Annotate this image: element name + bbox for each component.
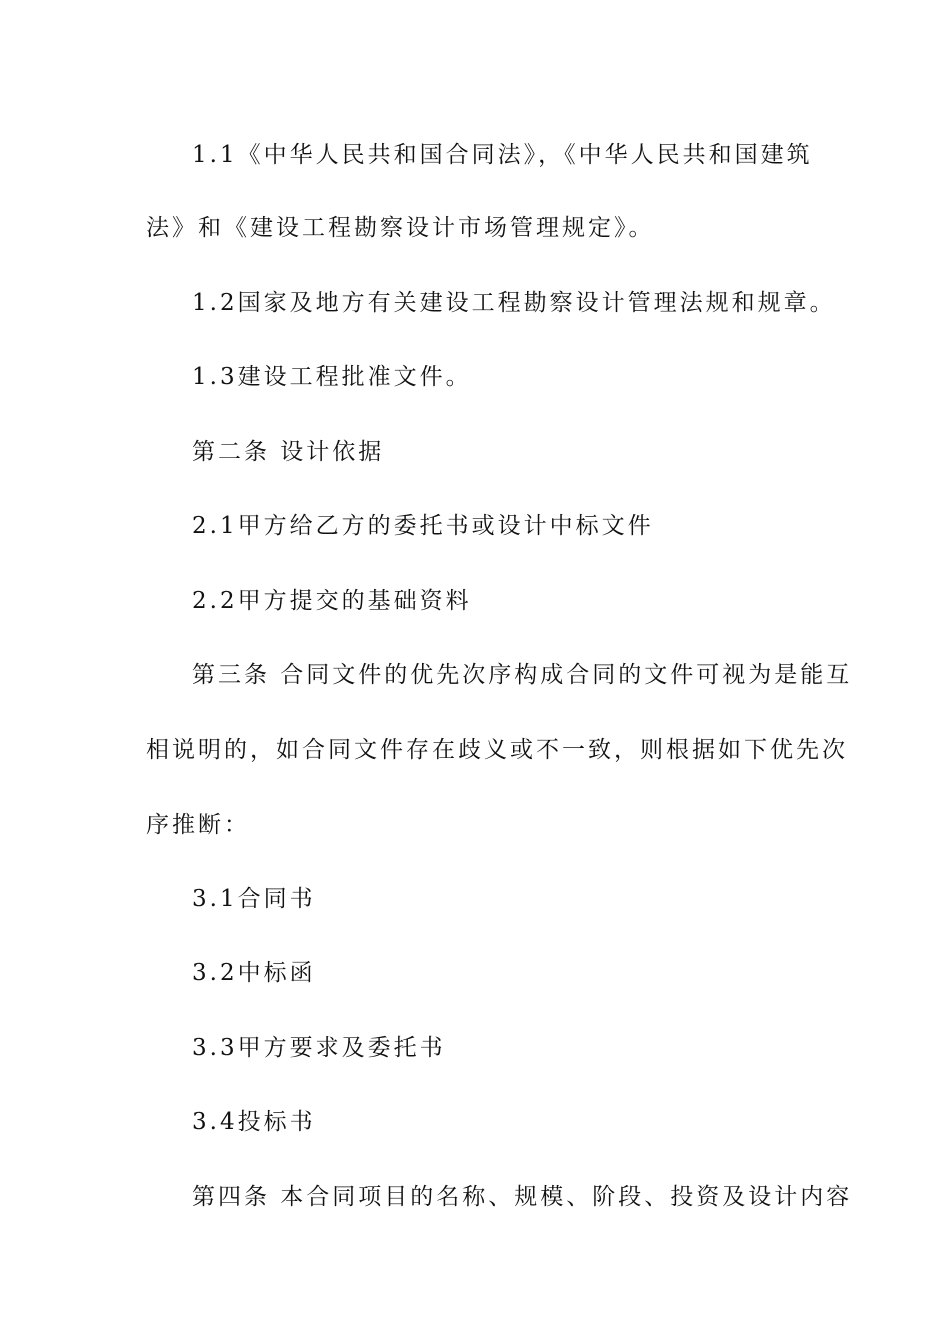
article-3-cont-1: 相说明的，如合同文件存在歧义或不一致，则根据如下优先次 [146,737,848,763]
text-line-3-4: 3.4投标书 [192,1109,316,1135]
article-3-cont-2: 序推断： [146,812,250,838]
text-line-1-1-cont: 法》和《建设工程勘察设计市场管理规定》。 [146,215,655,241]
text-line-1-3: 1.3建设工程批准文件。 [192,364,472,390]
text-line-3-1: 3.1合同书 [192,886,316,912]
text-line-2-1: 2.1甲方给乙方的委托书或设计中标文件 [192,513,654,539]
article-2-heading: 第二条 设计依据 [192,439,385,465]
text-line-1-2: 1.2国家及地方有关建设工程勘察设计管理法规和规章。 [192,290,836,316]
article-3-heading: 第三条 合同文件的优先次序构成合同的文件可视为是能互 [192,662,853,688]
text-line-2-2: 2.2甲方提交的基础资料 [192,588,472,614]
text-line-3-3: 3.3甲方要求及委托书 [192,1035,446,1061]
text-line-3-2: 3.2中标函 [192,960,316,986]
article-4-heading: 第四条 本合同项目的名称、规模、阶段、投资及设计内容 [192,1184,853,1210]
text-line-1-1: 1.1《中华人民共和国合同法》，《中华人民共和国建筑 [192,142,813,168]
